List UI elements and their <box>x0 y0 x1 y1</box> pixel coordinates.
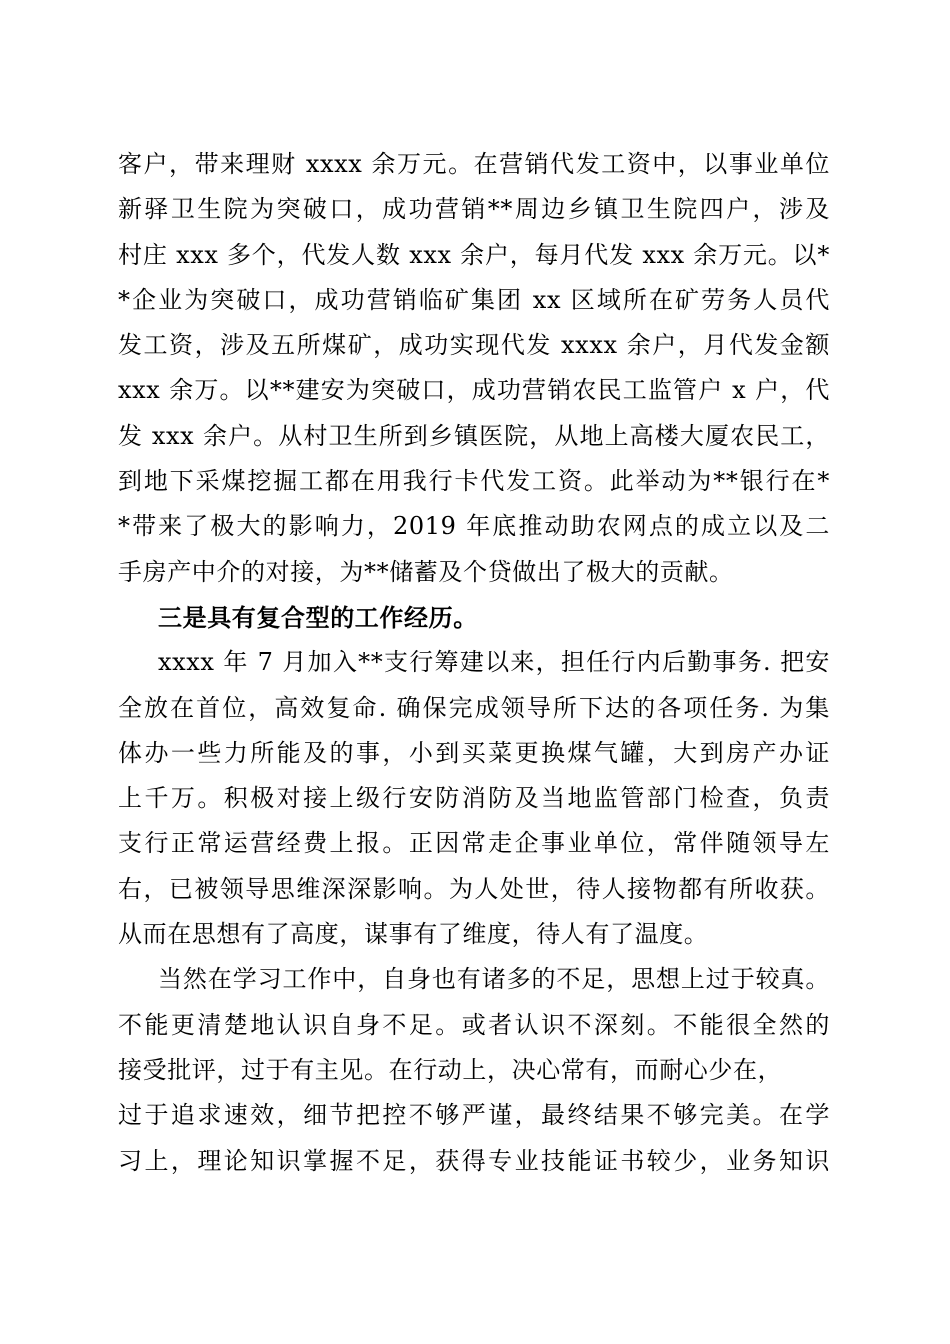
text-line: 全放在首位，高效复命. 确保完成领导所下达的各项任务. 为集 <box>118 693 830 722</box>
text-line: 村庄 xxx 多个，代发人数 xxx 余户，每月代发 xxx 余万元。以* <box>118 240 830 269</box>
text-line: 不能更清楚地认识自身不足。或者认识不深刻。不能很全然的 <box>118 1010 830 1039</box>
text-line: 客户，带来理财 xxxx 余万元。在营销代发工资中，以事业单位 <box>118 150 830 178</box>
text-line: 发 xxx 余户。从村卫生所到乡镇医院，从地上高楼大厦农民工， <box>118 421 830 450</box>
text-line: 支行正常运营经费上报。正因常走企事业单位，常伴随领导左 <box>118 829 830 858</box>
paragraph-first-line: 当然在学习工作中，自身也有诸多的不足，思想上过于较真。 <box>158 965 830 994</box>
text-line: 体办一些力所能及的事，小到买菜更换煤气罐，大到房产办证 <box>118 738 830 767</box>
text-line: 到地下采煤挖掘工都在用我行卡代发工资。此举动为**银行在* <box>118 467 830 496</box>
body-text <box>118 142 830 1184</box>
text-line: 发工资，涉及五所煤矿，成功实现代发 xxxx 余户，月代发金额 <box>118 331 830 360</box>
text-line: xxx 余万。以**建安为突破口，成功营销农民工监管户 x 户，代 <box>118 376 830 405</box>
paragraph-end-line: 从而在思想有了高度，谋事有了维度，待人有了温度。 <box>118 920 709 949</box>
text-line: *企业为突破口，成功营销临矿集团 xx 区域所在矿劳务人员代 <box>118 285 830 314</box>
text-line: 接受批评，过于有主见。在行动上，决心常有，而耐心少在， <box>118 1055 783 1084</box>
text-line: *带来了极大的影响力，2019 年底推动助农网点的成立以及二 <box>118 512 830 541</box>
text-line: 上千万。积极对接上级行安防消防及当地监管部门检查，负责 <box>118 784 830 813</box>
section-heading: 三是具有复合型的工作经历。 <box>158 602 478 632</box>
text-line: 过于追求速效，细节把控不够严谨，最终结果不够完美。在学 <box>118 1101 830 1130</box>
text-line: 习上，理论知识掌握不足，获得专业技能证书较少，业务知识 <box>118 1146 830 1175</box>
paragraph-end-line: 手房产中介的对接，为**储蓄及个贷做出了极大的贡献。 <box>118 557 734 586</box>
paragraph-first-line: xxxx 年 7 月加入**支行筹建以来，担任行内后勤事务. 把安 <box>158 648 830 677</box>
text-line: 新驿卫生院为突破口，成功营销**周边乡镇卫生院四户，涉及 <box>118 195 830 224</box>
text-line: 右，已被领导思维深深影响。为人处世，待人接物都有所收获。 <box>118 874 830 903</box>
